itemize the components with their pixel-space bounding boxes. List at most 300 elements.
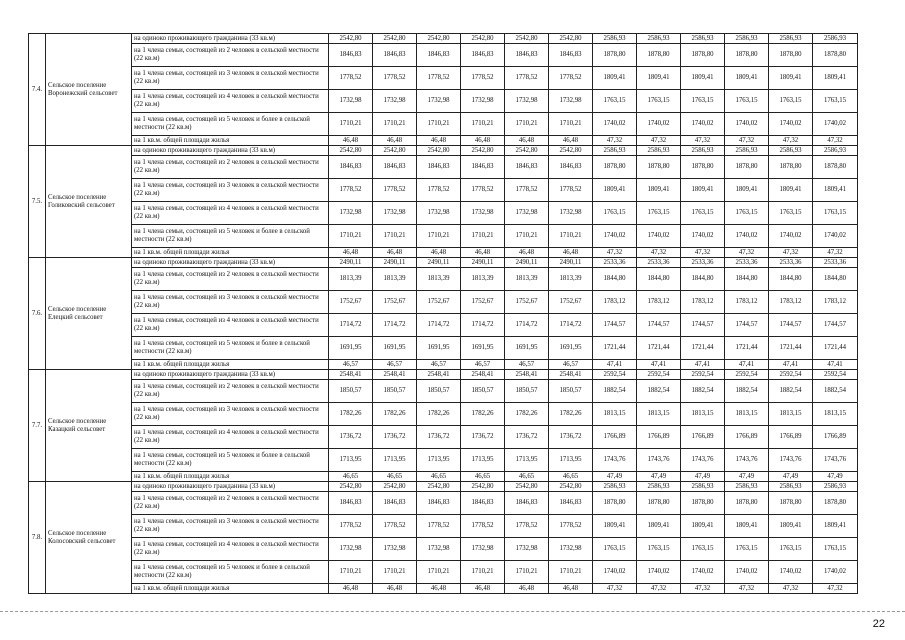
value-cell: 1732,98 [505,202,549,225]
value-cell: 1732,98 [549,90,593,113]
table-row [29,113,858,136]
value-cell: 2533,36 [725,258,769,268]
value-cell: 1878,80 [769,156,813,179]
value-cell: 1778,52 [417,179,461,202]
value-cell: 46,48 [373,136,417,146]
value-cell: 1710,21 [329,225,373,248]
value-cell: 1778,52 [505,179,549,202]
value-cell: 47,41 [637,360,681,370]
category-label: на 1 члена семьи, состоящей из 4 человек в сельской местности (22 кв.м) [132,538,329,561]
value-cell: 46,48 [329,136,373,146]
value-cell: 2586,93 [725,482,769,492]
value-cell: 47,49 [769,472,813,482]
value-cell: 1714,72 [461,314,505,337]
table-row [29,426,858,449]
value-cell: 1844,80 [813,268,858,291]
value-cell: 1736,72 [329,426,373,449]
value-cell: 1740,02 [813,561,858,584]
table-row [29,538,858,561]
value-cell: 47,32 [725,136,769,146]
value-cell: 1846,83 [417,492,461,515]
value-cell: 1882,54 [593,380,637,403]
value-cell: 46,57 [329,360,373,370]
value-cell: 1740,02 [637,561,681,584]
value-cell: 1878,80 [637,156,681,179]
value-cell: 46,48 [505,248,549,258]
value-cell: 1691,95 [505,337,549,360]
value-cell: 1744,57 [769,314,813,337]
value-cell: 46,48 [417,136,461,146]
page-number: 22 [872,618,885,630]
value-cell: 2542,80 [373,34,417,44]
value-cell: 2586,93 [725,146,769,156]
value-cell: 1813,15 [813,403,858,426]
value-cell: 1740,02 [681,225,725,248]
value-cell: 1766,89 [593,426,637,449]
value-cell: 1778,52 [373,67,417,90]
value-cell: 1763,15 [637,90,681,113]
value-cell: 47,32 [637,136,681,146]
value-cell: 1710,21 [505,113,549,136]
value-cell: 1740,02 [593,225,637,248]
value-cell: 1763,15 [725,90,769,113]
value-cell: 1710,21 [549,225,593,248]
value-cell: 1740,02 [725,113,769,136]
settlement-name: Сельское поселение Елецкий сельсовет [46,258,132,370]
table-row [29,370,858,380]
value-cell: 1713,95 [329,449,373,472]
value-cell: 1778,52 [549,67,593,90]
value-cell: 1813,15 [769,403,813,426]
settlement-name: Сельское поселение Колосовский сельсовет [46,482,132,594]
value-cell: 2490,11 [329,258,373,268]
value-cell: 1846,83 [373,492,417,515]
value-cell: 2548,41 [461,370,505,380]
category-label: на 1 члена семьи, состоящей из 3 человек в сельской местности (22 кв.м) [132,67,329,90]
value-cell: 1691,95 [373,337,417,360]
value-cell: 1714,72 [373,314,417,337]
value-cell: 2533,36 [681,258,725,268]
table-row [29,561,858,584]
value-cell: 1740,02 [637,225,681,248]
value-cell: 2586,93 [593,34,637,44]
value-cell: 1766,89 [725,426,769,449]
value-cell: 1691,95 [417,337,461,360]
value-cell: 2542,80 [329,146,373,156]
value-cell: 1691,95 [329,337,373,360]
table-row [29,380,858,403]
table-row [29,492,858,515]
value-cell: 1732,98 [417,538,461,561]
table-row [29,337,858,360]
value-cell: 1778,52 [549,179,593,202]
value-cell: 1850,57 [417,380,461,403]
value-cell: 1732,98 [329,90,373,113]
value-cell: 47,32 [813,584,858,594]
value-cell: 1714,72 [549,314,593,337]
value-cell: 46,48 [549,248,593,258]
value-cell: 46,65 [461,472,505,482]
value-cell: 1740,02 [813,113,858,136]
value-cell: 47,49 [725,472,769,482]
value-cell: 1721,44 [681,337,725,360]
value-cell: 1809,41 [725,515,769,538]
value-cell: 1809,41 [813,179,858,202]
footer-divider [0,611,905,612]
value-cell: 1736,72 [373,426,417,449]
value-cell: 47,32 [725,584,769,594]
value-cell: 1740,02 [769,561,813,584]
value-cell: 2586,93 [637,482,681,492]
value-cell: 47,32 [593,136,637,146]
value-cell: 1740,02 [593,113,637,136]
value-cell: 2586,93 [813,34,858,44]
value-cell: 1714,72 [505,314,549,337]
value-cell: 1783,12 [593,291,637,314]
value-cell: 1763,15 [681,538,725,561]
value-cell: 1878,80 [725,156,769,179]
value-cell: 1809,41 [637,179,681,202]
value-cell: 2548,41 [417,370,461,380]
value-cell: 1846,83 [505,492,549,515]
value-cell: 1752,67 [461,291,505,314]
value-cell: 1732,98 [549,202,593,225]
value-cell: 1844,80 [725,268,769,291]
value-cell: 2533,36 [769,258,813,268]
value-cell: 1778,52 [549,515,593,538]
value-cell: 1850,57 [505,380,549,403]
category-label: на 1 кв.м. общей площади жилья [132,360,329,370]
value-cell: 1850,57 [329,380,373,403]
value-cell: 1878,80 [681,156,725,179]
value-cell: 1778,52 [417,515,461,538]
table-row [29,156,858,179]
value-cell: 2542,80 [329,482,373,492]
value-cell: 1736,72 [417,426,461,449]
value-cell: 1710,21 [461,225,505,248]
value-cell: 2592,54 [769,370,813,380]
value-cell: 1732,98 [417,202,461,225]
value-cell: 1752,67 [549,291,593,314]
value-cell: 46,65 [549,472,593,482]
value-cell: 2533,36 [593,258,637,268]
value-cell: 1878,80 [769,44,813,67]
value-cell: 1732,98 [505,90,549,113]
value-cell: 47,32 [593,248,637,258]
value-cell: 1809,41 [637,515,681,538]
value-cell: 1743,76 [769,449,813,472]
value-cell: 1763,15 [637,538,681,561]
value-cell: 2542,80 [417,482,461,492]
value-cell: 47,32 [637,584,681,594]
value-cell: 46,48 [461,248,505,258]
value-cell: 2542,80 [505,482,549,492]
value-cell: 2586,93 [681,482,725,492]
value-cell: 1766,89 [769,426,813,449]
settlement-name: Сельское поселение Голиковский сельсовет [46,146,132,258]
category-label: на 1 члена семьи, состоящей из 2 человек в сельской местности (22 кв.м) [132,492,329,515]
value-cell: 1882,54 [769,380,813,403]
value-cell: 1846,83 [373,44,417,67]
value-cell: 1844,80 [593,268,637,291]
value-cell: 2542,80 [373,482,417,492]
value-cell: 1763,15 [681,202,725,225]
section-number: 7.7. [29,370,46,482]
category-label: на 1 члена семьи, состоящей из 4 человек в сельской местности (22 кв.м) [132,314,329,337]
value-cell: 2490,11 [373,258,417,268]
value-cell: 47,49 [813,472,858,482]
value-cell: 2592,54 [681,370,725,380]
category-label: на 1 члена семьи, состоящей из 5 человек и более в сельской местности (22 кв.м) [132,337,329,360]
value-cell: 1744,57 [681,314,725,337]
value-cell: 1783,12 [637,291,681,314]
category-label: на 1 члена семьи, состоящей из 5 человек и более в сельской местности (22 кв.м) [132,561,329,584]
value-cell: 46,57 [549,360,593,370]
category-label: на 1 кв.м. общей площади жилья [132,472,329,482]
value-cell: 2592,54 [725,370,769,380]
value-cell: 2542,80 [461,34,505,44]
value-cell: 1710,21 [417,113,461,136]
value-cell: 47,32 [681,136,725,146]
value-cell: 2533,36 [637,258,681,268]
value-cell: 2542,80 [417,34,461,44]
value-cell: 2586,93 [769,482,813,492]
value-cell: 1732,98 [461,90,505,113]
value-cell: 46,48 [417,584,461,594]
value-cell: 1813,15 [637,403,681,426]
table-row [29,136,858,146]
value-cell: 1783,12 [769,291,813,314]
value-cell: 1778,52 [505,515,549,538]
value-cell: 1778,52 [505,67,549,90]
value-cell: 47,49 [637,472,681,482]
value-cell: 1763,15 [725,538,769,561]
value-cell: 1882,54 [725,380,769,403]
value-cell: 1878,80 [813,492,858,515]
value-cell: 2542,80 [373,146,417,156]
value-cell: 1736,72 [505,426,549,449]
value-cell: 1732,98 [329,202,373,225]
value-cell: 1846,83 [505,156,549,179]
value-cell: 1713,95 [549,449,593,472]
value-cell: 1740,02 [725,561,769,584]
value-cell: 1766,89 [813,426,858,449]
category-label: на 1 члена семьи, состоящей из 2 человек в сельской местности (22 кв.м) [132,156,329,179]
value-cell: 47,41 [725,360,769,370]
value-cell: 1763,15 [769,90,813,113]
category-label: на одиноко проживающего гражданина (33 кв.м) [132,370,329,380]
value-cell: 1782,26 [417,403,461,426]
category-label: на 1 члена семьи, состоящей из 2 человек в сельской местности (22 кв.м) [132,44,329,67]
value-cell: 1809,41 [681,179,725,202]
value-cell: 1710,21 [329,561,373,584]
value-cell: 1721,44 [725,337,769,360]
value-cell: 1763,15 [769,538,813,561]
value-cell: 46,48 [461,584,505,594]
value-cell: 1844,80 [769,268,813,291]
value-cell: 1710,21 [461,561,505,584]
table-row [29,472,858,482]
value-cell: 1710,21 [417,225,461,248]
value-cell: 1732,98 [329,538,373,561]
value-cell: 46,48 [417,248,461,258]
table-row [29,258,858,268]
value-cell: 1740,02 [725,225,769,248]
table-row [29,482,858,492]
value-cell: 1743,76 [813,449,858,472]
table-row [29,44,858,67]
value-cell: 1878,80 [593,44,637,67]
category-label: на одиноко проживающего гражданина (33 кв.м) [132,258,329,268]
table-row [29,202,858,225]
value-cell: 1813,39 [329,268,373,291]
value-cell: 2586,93 [813,482,858,492]
value-cell: 2548,41 [373,370,417,380]
value-cell: 1740,02 [637,113,681,136]
value-cell: 2490,11 [505,258,549,268]
section-number: 7.6. [29,258,46,370]
value-cell: 46,65 [329,472,373,482]
table-row [29,67,858,90]
value-cell: 1763,15 [813,90,858,113]
value-cell: 1732,98 [373,202,417,225]
value-cell: 46,57 [461,360,505,370]
value-cell: 1736,72 [549,426,593,449]
value-cell: 1752,67 [373,291,417,314]
category-label: на 1 члена семьи, состоящей из 2 человек в сельской местности (22 кв.м) [132,268,329,291]
value-cell: 46,48 [461,136,505,146]
value-cell: 1878,80 [813,156,858,179]
value-cell: 2542,80 [461,146,505,156]
value-cell: 1732,98 [417,90,461,113]
value-cell: 1721,44 [593,337,637,360]
value-cell: 47,32 [725,248,769,258]
value-cell: 2490,11 [461,258,505,268]
value-cell: 1714,72 [329,314,373,337]
value-cell: 1778,52 [461,179,505,202]
value-cell: 46,48 [373,584,417,594]
value-cell: 2592,54 [813,370,858,380]
value-cell: 1782,26 [461,403,505,426]
category-label: на 1 члена семьи, состоящей из 5 человек и более в сельской местности (22 кв.м) [132,225,329,248]
value-cell: 1813,15 [725,403,769,426]
value-cell: 1744,57 [813,314,858,337]
value-cell: 1778,52 [461,515,505,538]
value-cell: 2542,80 [461,482,505,492]
table-row [29,584,858,594]
value-cell: 1743,76 [681,449,725,472]
value-cell: 2542,80 [549,34,593,44]
value-cell: 1809,41 [769,179,813,202]
value-cell: 1766,89 [681,426,725,449]
value-cell: 46,48 [549,136,593,146]
value-cell: 1782,26 [549,403,593,426]
value-cell: 47,41 [593,360,637,370]
category-label: на 1 члена семьи, состоящей из 4 человек в сельской местности (22 кв.м) [132,202,329,225]
value-cell: 1691,95 [549,337,593,360]
value-cell: 1691,95 [461,337,505,360]
value-cell: 2490,11 [417,258,461,268]
value-cell: 1878,80 [681,44,725,67]
value-cell: 1809,41 [637,67,681,90]
value-cell: 1710,21 [373,561,417,584]
value-cell: 1846,83 [549,156,593,179]
value-cell: 1766,89 [637,426,681,449]
value-cell: 1882,54 [681,380,725,403]
value-cell: 2548,41 [505,370,549,380]
value-cell: 46,65 [373,472,417,482]
value-cell: 1846,83 [461,44,505,67]
value-cell: 1763,15 [593,538,637,561]
value-cell: 47,32 [769,584,813,594]
value-cell: 1763,15 [813,202,858,225]
value-cell: 1743,76 [725,449,769,472]
value-cell: 47,32 [681,584,725,594]
value-cell: 1763,15 [593,90,637,113]
value-cell: 1732,98 [373,90,417,113]
value-cell: 1763,15 [681,90,725,113]
value-cell: 1743,76 [593,449,637,472]
category-label: на одиноко проживающего гражданина (33 кв.м) [132,34,329,44]
value-cell: 1809,41 [769,67,813,90]
value-cell: 1878,80 [813,44,858,67]
value-cell: 46,48 [373,248,417,258]
value-cell: 47,32 [637,248,681,258]
value-cell: 1710,21 [549,561,593,584]
value-cell: 1710,21 [329,113,373,136]
value-cell: 1710,21 [505,225,549,248]
value-cell: 46,48 [329,248,373,258]
value-cell: 1846,83 [373,156,417,179]
table-row [29,146,858,156]
value-cell: 47,32 [593,584,637,594]
category-label: на одиноко проживающего гражданина (33 кв.м) [132,146,329,156]
value-cell: 1813,39 [461,268,505,291]
category-label: на 1 члена семьи, состоящей из 3 человек в сельской местности (22 кв.м) [132,291,329,314]
table-row [29,34,858,44]
tariff-table [28,33,858,594]
value-cell: 1713,95 [461,449,505,472]
settlement-name: Сельское поселение Воронежский сельсовет [46,34,132,146]
value-cell: 1763,15 [769,202,813,225]
value-cell: 2586,93 [725,34,769,44]
value-cell: 1782,26 [373,403,417,426]
value-cell: 2586,93 [637,146,681,156]
value-cell: 2542,80 [417,146,461,156]
table-row [29,403,858,426]
value-cell: 1878,80 [637,44,681,67]
value-cell: 1713,95 [417,449,461,472]
value-cell: 1740,02 [681,561,725,584]
value-cell: 1844,80 [681,268,725,291]
value-cell: 47,32 [813,136,858,146]
section-number: 7.5. [29,146,46,258]
value-cell: 1714,72 [417,314,461,337]
table-row [29,179,858,202]
value-cell: 1783,12 [681,291,725,314]
section-number: 7.4. [29,34,46,146]
value-cell: 1763,15 [813,538,858,561]
value-cell: 1740,02 [813,225,858,248]
value-cell: 1882,54 [813,380,858,403]
value-cell: 2586,93 [593,482,637,492]
value-cell: 1813,15 [681,403,725,426]
value-cell: 46,48 [505,584,549,594]
value-cell: 1782,26 [505,403,549,426]
table-row [29,291,858,314]
value-cell: 1763,15 [725,202,769,225]
value-cell: 1778,52 [329,67,373,90]
